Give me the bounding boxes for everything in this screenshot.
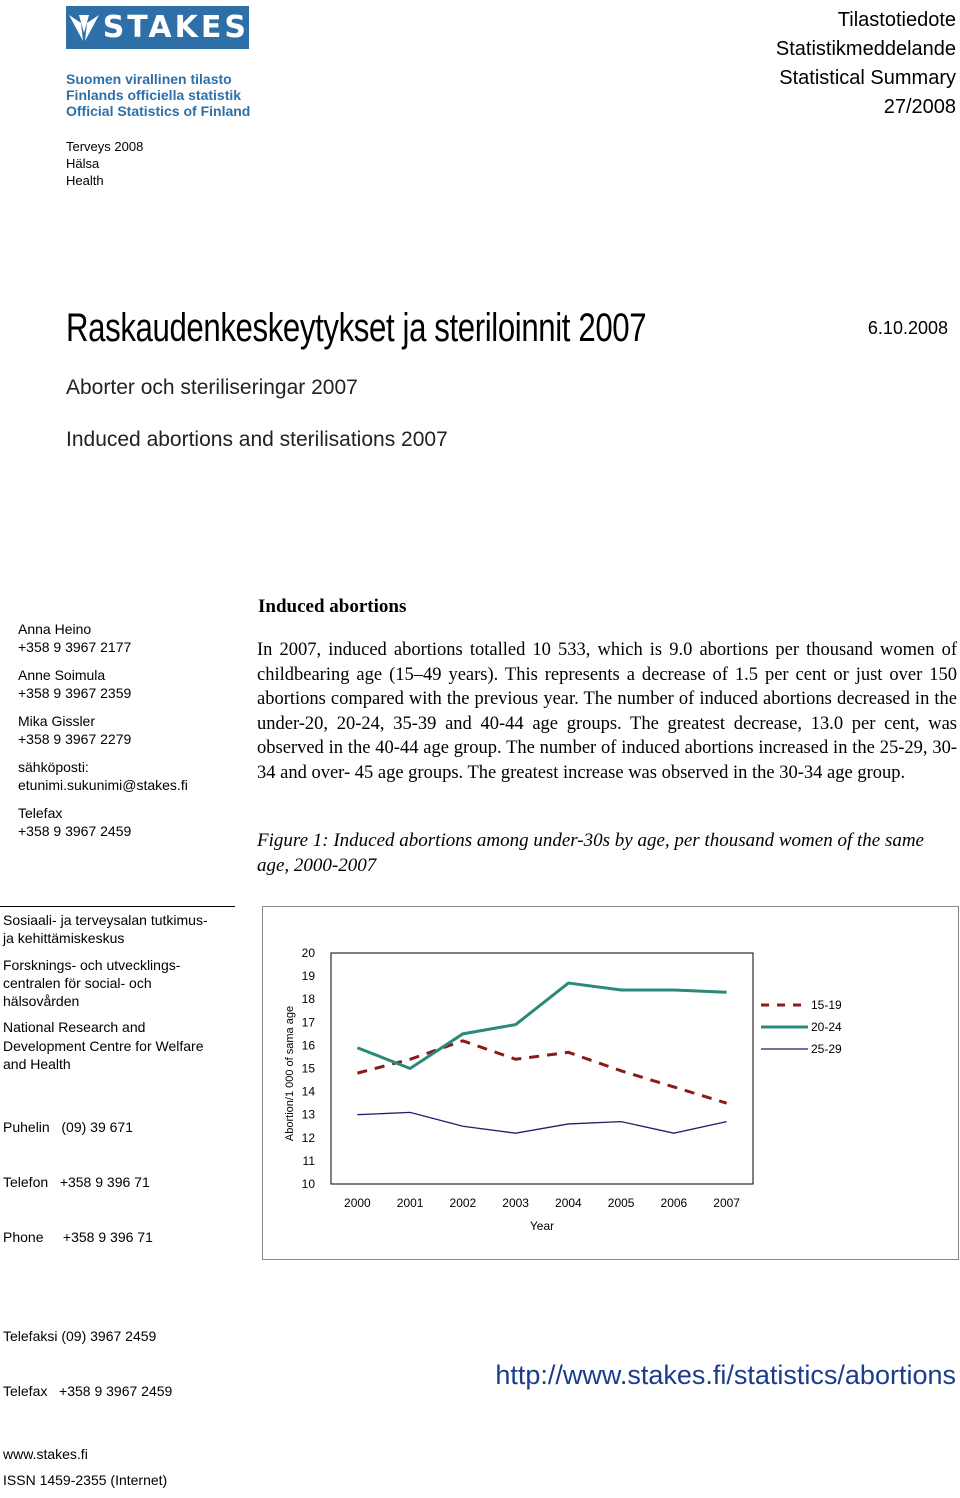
y-tick-label: 12 [301, 1130, 315, 1145]
org-phone-en: Phone +358 9 396 71 [3, 1228, 153, 1245]
official-stats-fi: Suomen virallinen tilasto [66, 71, 232, 87]
chart-frame [262, 906, 959, 1260]
y-tick-label: 10 [301, 1177, 315, 1191]
y-tick-label: 16 [301, 1038, 315, 1053]
y-axis-label: Abortion/1 000 of sama age [284, 1005, 296, 1142]
y-tick-label: 19 [301, 969, 315, 984]
org-line: hälsovården [3, 993, 80, 1010]
stakes-logo [66, 6, 249, 49]
stakes-logo-text: STAKES [102, 10, 249, 45]
y-tick-label: 13 [301, 1107, 315, 1122]
y-tick-label: 15 [301, 1061, 315, 1076]
x-tick-label: 2004 [555, 1196, 582, 1210]
contact-2 [18, 666, 188, 702]
contact-phone: +358 9 3967 2359 [18, 685, 132, 701]
legend-label-20-24: 20-24 [811, 1020, 842, 1034]
org-phones [3, 1081, 235, 1282]
abortion-rate-chart [263, 907, 958, 1259]
official-statistics-label [66, 71, 250, 119]
fax-label: Telefax [18, 805, 63, 821]
y-tick-label: 14 [301, 1084, 315, 1099]
contact-list [18, 620, 188, 850]
y-tick-label: 20 [301, 946, 315, 960]
x-tick-label: 2006 [660, 1196, 688, 1210]
topic-en: Health [66, 173, 104, 188]
org-website-link[interactable]: www.stakes.fi [3, 1446, 88, 1463]
y-tick-label: 18 [301, 992, 315, 1007]
org-name-fi [3, 911, 235, 948]
contact-3 [18, 712, 188, 748]
x-tick-label: 2005 [607, 1196, 635, 1210]
body-paragraph: In 2007, induced abortions totalled 10 533, which is 9.0 abortions per thousand women of childbearing age (15–49 years). This represents a decrease of 1.5 per cent or just over 150 abortions compared with the previous year. The number of induced abortions decreased in the under-20, 20-24, 35-39 and 40-44 age groups. The greatest decrease, 13.0 per cent, was observed in the 40-44 age group. The number of induced abortions increased in the 25-29, 30-34 and over- 45 age groups. The greatest increase was observed in the 30-34 age group. [257, 640, 957, 783]
org-fax-fi: Telefaksi (09) 3967 2459 [3, 1328, 157, 1345]
y-tick-label: 11 [302, 1153, 315, 1168]
contact-name: Anna Heino [18, 621, 92, 637]
series-number: 27/2008 [883, 96, 956, 118]
org-line: and Health [3, 1056, 71, 1073]
plot-area [331, 953, 753, 1184]
contact-phone: +358 9 3967 2279 [18, 731, 132, 747]
org-line: centralen för social- och [3, 974, 152, 991]
footer-url[interactable]: http://www.stakes.fi/statistics/abortions [495, 1360, 956, 1390]
org-faxes [3, 1291, 235, 1437]
contact-email [18, 758, 188, 794]
org-name-sv [3, 956, 235, 1011]
legend-label-15-19: 15-19 [811, 998, 842, 1012]
subtitle-english: Induced abortions and sterilisations 2007 [66, 428, 448, 451]
contact-phone: +358 9 3967 2177 [18, 639, 132, 655]
org-fax-sv: Telefax +358 9 3967 2459 [3, 1383, 173, 1400]
contact-1 [18, 620, 188, 656]
series-en: Statistical Summary [779, 67, 956, 89]
org-line: Sosiaali- ja terveysalan tutkimus- [3, 912, 208, 928]
series-line-20-24 [357, 983, 726, 1068]
x-axis-label: Year [529, 1219, 555, 1233]
org-line: Forsknings- och utvecklings- [3, 956, 181, 973]
email-label: sähköposti: [18, 759, 89, 775]
official-stats-en: Official Statistics of Finland [66, 103, 251, 119]
y-tick-label: 17 [301, 1015, 315, 1030]
series-line-15-19 [357, 1041, 726, 1103]
legend-label-25-29: 25-29 [811, 1042, 842, 1056]
subtitle-swedish: Aborter och steriliseringar 2007 [66, 376, 358, 399]
contact-fax [18, 804, 188, 840]
x-tick-label: 2003 [502, 1196, 529, 1210]
topic-sv: Hälsa [66, 156, 100, 171]
page-title: Raskaudenkeskeytykset ja steriloinnit 2007 [66, 306, 647, 350]
section-heading: Induced abortions [258, 596, 407, 617]
x-tick-label: 2001 [396, 1196, 424, 1210]
org-phone-sv: Telefon +358 9 396 71 [3, 1173, 150, 1190]
x-tick-label: 2007 [713, 1196, 740, 1210]
org-issn [3, 1471, 235, 1489]
org-name-en [3, 1018, 235, 1073]
x-tick-label: 2002 [449, 1196, 477, 1210]
org-phone-fi: Puhelin (09) 39 671 [3, 1118, 133, 1135]
topic-labels [66, 138, 143, 189]
organization-info [0, 906, 235, 1498]
publication-series [776, 6, 956, 122]
figure-caption: Figure 1: Induced abortions among under-30s by age, per thousand women of the same age, 2000-2007 [257, 830, 924, 876]
email-address[interactable]: etunimi.sukunimi@stakes.fi [18, 777, 188, 793]
org-line: Development Centre for Welfare [3, 1037, 204, 1054]
topic-fi: Terveys 2008 [66, 139, 144, 154]
org-web [3, 1445, 235, 1463]
org-line: National Research and [3, 1019, 146, 1036]
org-line: ja kehittämiskeskus [3, 930, 125, 947]
x-tick-label: 2000 [344, 1196, 371, 1210]
stakes-wing-icon [66, 6, 103, 49]
fax-number: +358 9 3967 2459 [18, 823, 132, 839]
publication-date: 6.10.2008 [867, 318, 948, 338]
contact-name: Mika Gissler [18, 713, 96, 729]
contact-name: Anne Soimula [18, 667, 106, 683]
series-line-25-29 [357, 1112, 726, 1133]
official-stats-sv: Finlands officiella statistik [66, 87, 242, 103]
org-issn-text: ISSN 1459-2355 (Internet) [3, 1472, 168, 1489]
series-sv: Statistikmeddelande [775, 38, 956, 60]
series-fi: Tilastotiedote [837, 9, 956, 31]
